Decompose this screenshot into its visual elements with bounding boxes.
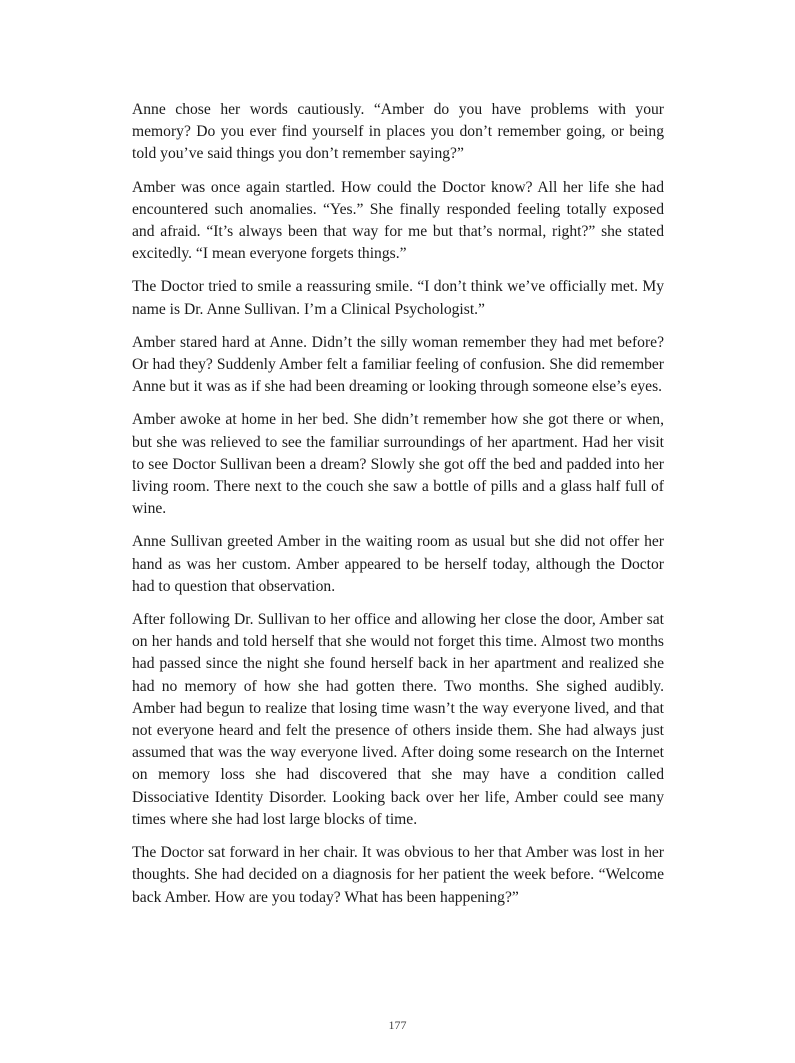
page-number: 177 [388,1018,407,1032]
paragraph: Amber was once again startled. How could the Doctor know? All her life she had encountered such anomalies. “Yes.” She finally responded feeling totally exposed and afraid. “It’s always been that way for me but that’s normal, right?” she stated excitedly. “I mean everyone forgets things.” [132,178,664,263]
paragraph: Amber awoke at home in her bed. She didn’t remember how she got there or when, but she was relieved to see the familiar surroundings of her apartment. Had her visit to see Doctor Sullivan been a dream? Slowly she got off the bed and padded into her living room. There next to the couch she saw a bottle of pills and a glass half full of wine. [132,411,664,518]
paragraph: The Doctor tried to smile a reassuring smile. “I don’t think we’ve officially met. My name is Dr. Anne Sullivan. I’m a Clinical Psychologist.” [132,278,664,318]
paragraph: The Doctor sat forward in her chair. It was obvious to her that Amber was lost in her thoughts. She had decided on a diagnosis for her patient the week before. “Welcome back Amber. How are you today? What has been happening?” [132,844,664,906]
page-body [132,99,664,920]
paragraph: After following Dr. Sullivan to her office and allowing her close the door, Amber sat on her hands and told herself that she would not forget this time. Almost two months had passed since the night she found herself back in her apartment and realized she had no memory of how she had gotten there. Two months. She sighed audibly. Amber had begun to realize that losing time wasn’t the way everyone lived, and that not everyone heard and felt the presence of others inside them. She had always just assumed that was the way everyone lived. After doing some research on the Internet on memory loss she had discovered that she may have a condition called Dissociative Identity Disorder. Looking back over her life, Amber could see many times where she had lost large blocks of time. [132,611,664,828]
paragraph: Anne chose her words cautiously. “Amber do you have problems with your memory? Do you ever find yourself in places you don’t remember going, or being told you’ve said things you don’t remember saying?” [132,101,664,163]
paragraph: Amber stared hard at Anne. Didn’t the silly woman remember they had met before? Or had they? Suddenly Amber felt a familiar feeling of confusion. She did remember Anne but it was as if she had been dreaming or looking through someone else’s eyes. [132,333,664,396]
paragraph: Anne Sullivan greeted Amber in the waiting room as usual but she did not offer her hand as was her custom. Amber appeared to be herself today, although the Doctor had to question that observation. [132,533,664,595]
